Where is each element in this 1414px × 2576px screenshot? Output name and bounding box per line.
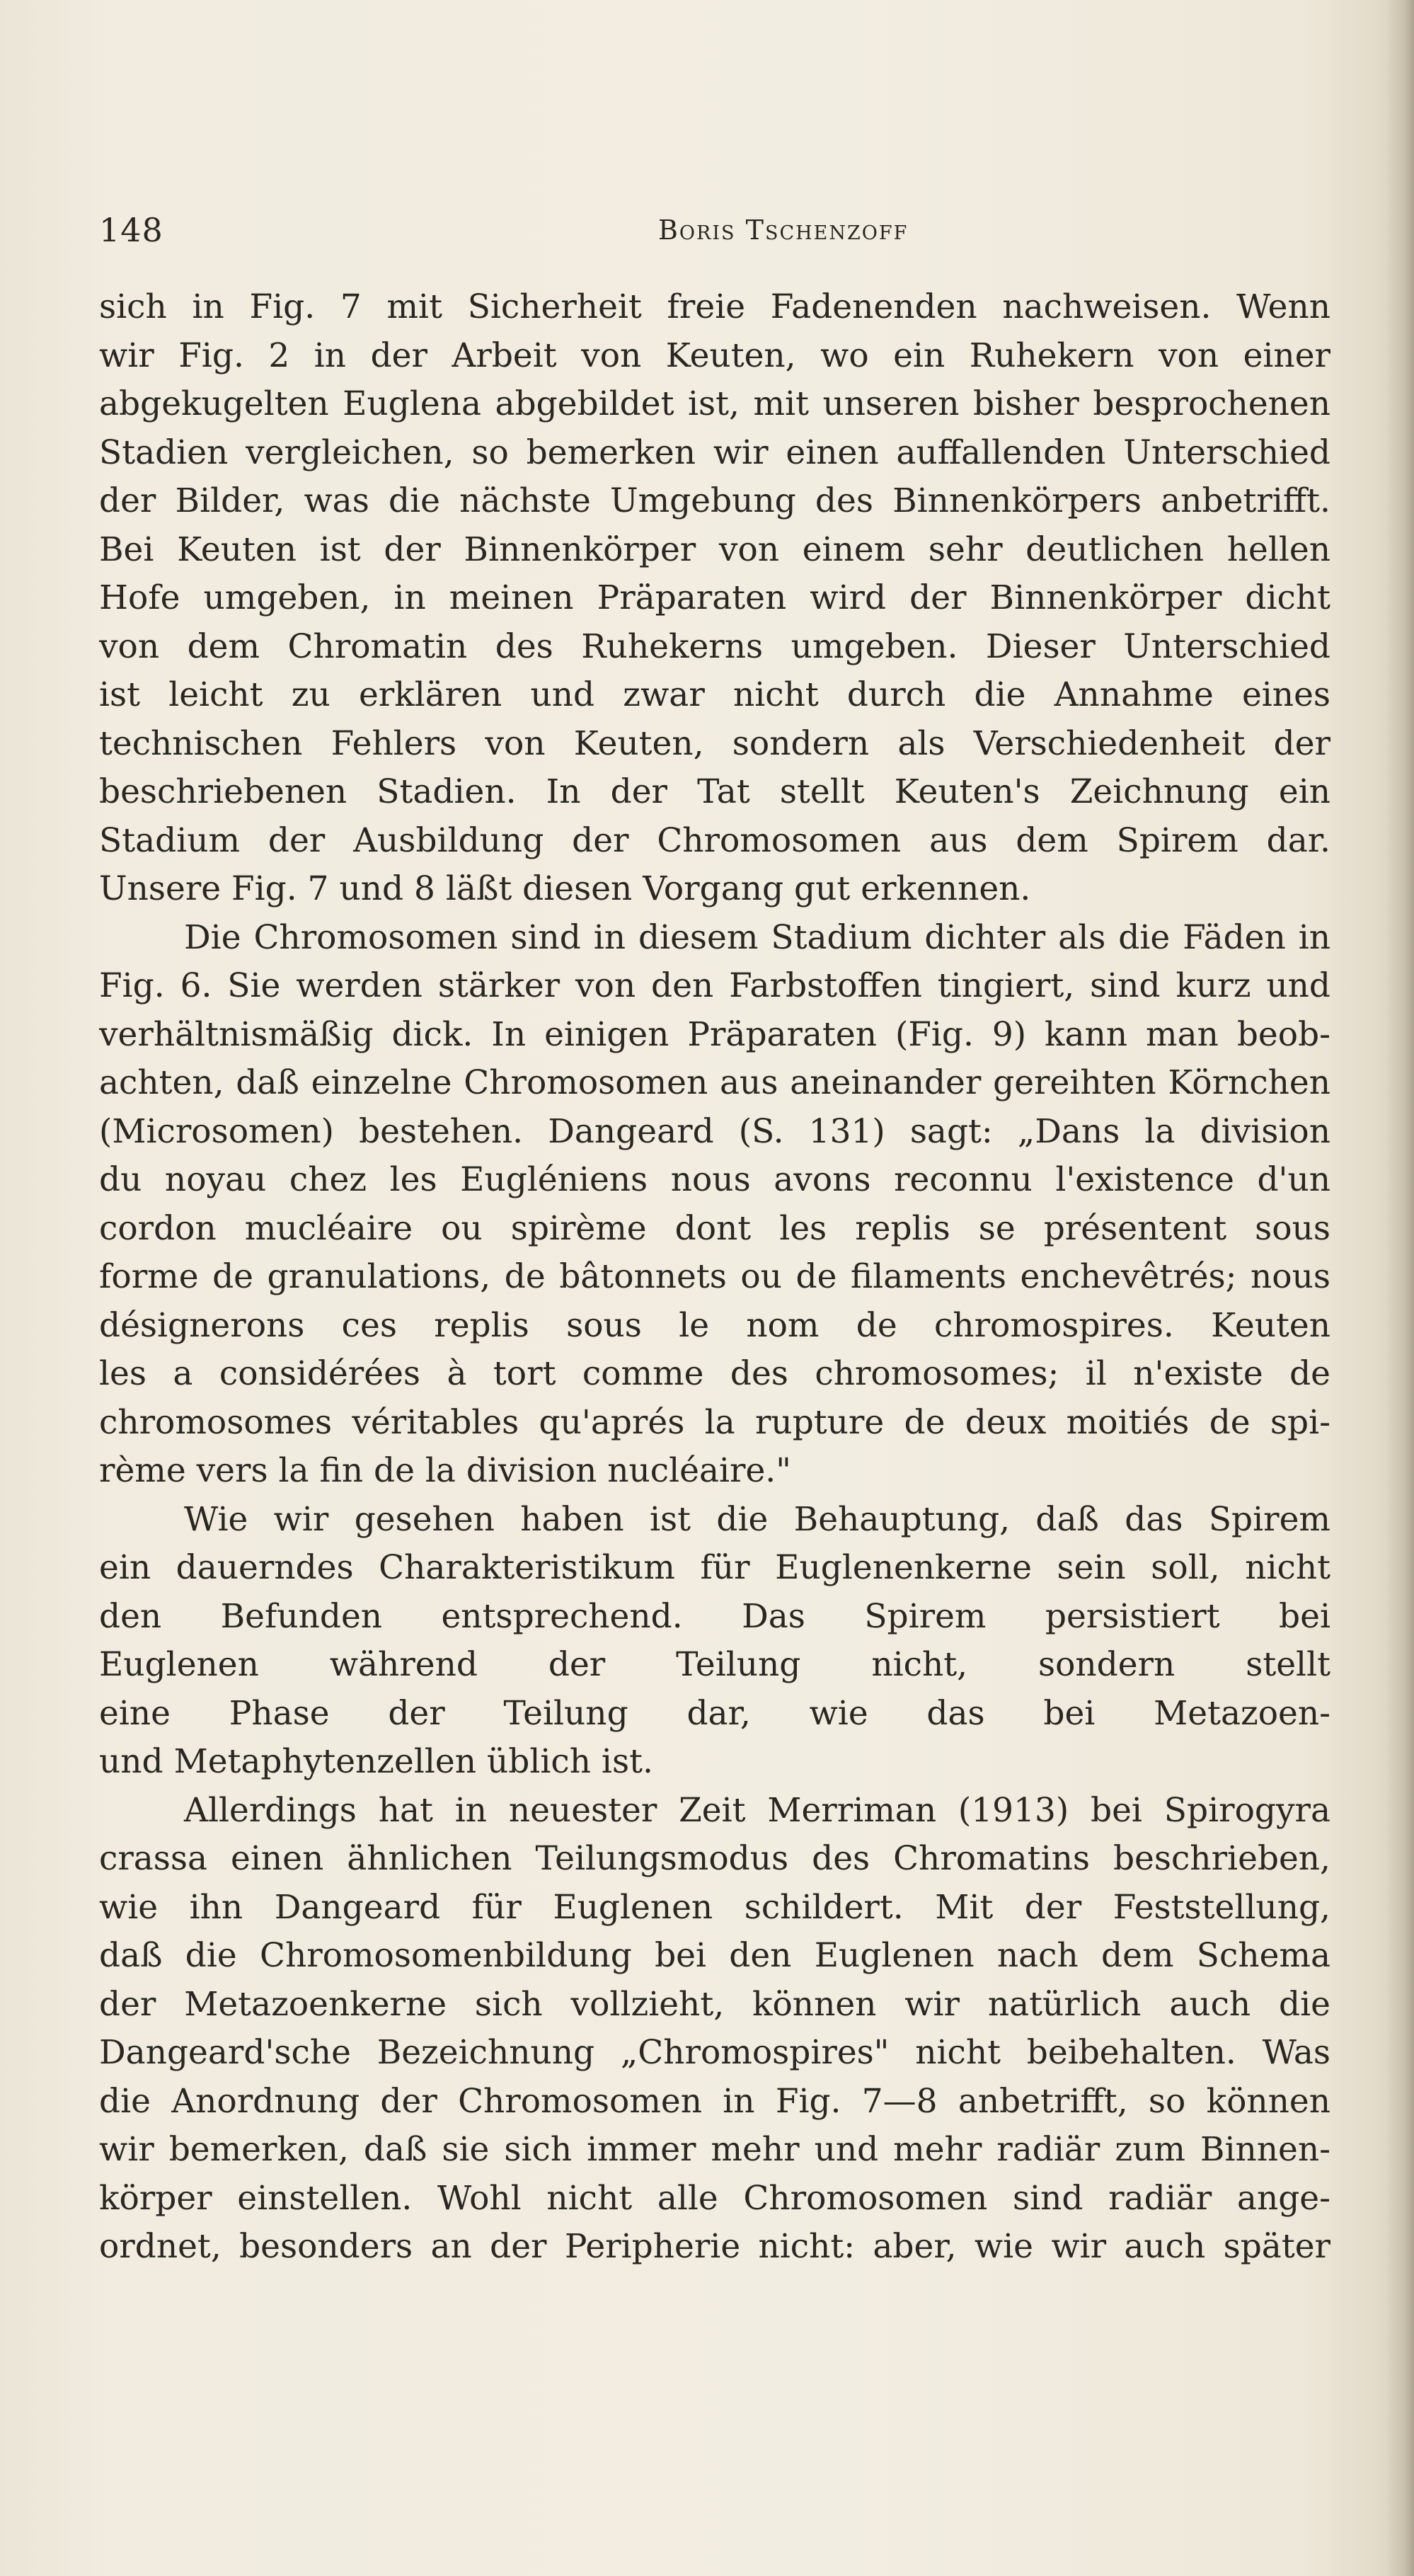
text-line: Dangeard'sche Bezeichnung „Chromospires" nicht beibehalten. Was [99,2033,1330,2072]
text-line: rème vers la fin de la division nucléaire." [99,1451,791,1490]
paragraph-1 [99,283,1330,914]
text-line: der Metazoenkerne sich vollzieht, können wir natürlich auch die [99,1984,1330,2024]
text-line: und Metaphytenzellen üblich ist. [99,1742,653,1781]
paragraph-2 [99,914,1330,1496]
text-line: Wie wir gesehen haben ist die Behauptung, daß das Spirem [184,1499,1330,1539]
body-text [99,283,1330,2272]
text-line: technischen Fehlers von Keuten, sondern als Verschiedenheit der [99,723,1330,763]
text-line: Stadien vergleichen, so bemerken wir einen auffallenden Unterschied [99,433,1330,472]
text-line: Euglenen während der Teilung nicht, sondern stellt [99,1645,1330,1684]
text-line: les a considérées à tort comme des chromosomes; il n'existe de [99,1354,1330,1393]
text-line: die Anordnung der Chromosomen in Fig. 7—8 anbetrifft, so können [99,2081,1330,2121]
text-line: den Befunden entsprechend. Das Spirem persistiert bei [99,1596,1330,1636]
text-line: von dem Chromatin des Ruhekerns umgeben. Dieser Unterschied [99,626,1330,666]
text-line: ordnet, besonders an der Peripherie nicht: aber, wie wir auch später [99,2227,1330,2266]
text-line: körper einstellen. Wohl nicht alle Chromosomen sind radiär ange- [99,2178,1330,2218]
text-line: wir bemerken, daß sie sich immer mehr und mehr radiär zum Binnen- [99,2130,1330,2169]
text-line: crassa einen ähnlichen Teilungsmodus des Chromatins beschrieben, [99,1839,1330,1878]
text-line: désignerons ces replis sous le nom de chromospires. Keuten [99,1305,1330,1345]
text-line: forme de granulations, de bâtonnets ou de filaments enchevêtrés; nous [99,1257,1330,1296]
text-line: Die Chromosomen sind in diesem Stadium dichter als die Fäden in [184,917,1330,957]
page-edge-shadow [1386,0,1414,2576]
text-line: Bei Keuten ist der Binnenkörper von einem sehr deutlichen hellen [99,529,1330,569]
paragraph-3 [99,1496,1330,1787]
text-line: Stadium der Ausbildung der Chromosomen aus dem Spirem dar. [99,820,1330,860]
text-line: wir Fig. 2 in der Arbeit von Keuten, wo ein Ruhekern von einer [99,336,1330,375]
text-line: Unsere Fig. 7 und 8 läßt diesen Vorgang gut erkennen. [99,869,1031,908]
text-line: (Microsomen) bestehen. Dangeard (S. 131) sagt: „Dans la division [99,1111,1330,1151]
text-line: cordon mucléaire ou spirème dont les replis se présentent sous [99,1208,1330,1248]
text-line: ist leicht zu erklären und zwar nicht durch die Annahme eines [99,675,1330,714]
running-head: Boris Tschenzoff [658,214,909,246]
text-line: achten, daß einzelne Chromosomen aus aneinander gereihten Körnchen [99,1063,1330,1102]
page-number: 148 [99,211,163,249]
text-line: Fig. 6. Sie werden stärker von den Farbstoffen tingiert, sind kurz und [99,966,1330,1005]
text-line: der Bilder, was die nächste Umgebung des Binnenkörpers anbetrifft. [99,481,1330,520]
text-line: sich in Fig. 7 mit Sicherheit freie Fadenenden nachweisen. Wenn [99,287,1330,326]
text-line: Allerdings hat in neuester Zeit Merriman (1913) bei Spirogyra [184,1790,1330,1830]
text-line: ein dauerndes Charakteristikum für Euglenenkerne sein soll, nicht [99,1548,1330,1587]
text-line: beschriebenen Stadien. In der Tat stellt Keuten's Zeichnung ein [99,772,1330,811]
text-line: eine Phase der Teilung dar, wie das bei Metazoen- [99,1693,1330,1733]
text-line: daß die Chromosomenbildung bei den Euglenen nach dem Schema [99,1936,1330,1975]
paragraph-4 [99,1787,1330,2272]
text-line: du noyau chez les Eugléniens nous avons reconnu l'existence d'un [99,1160,1330,1199]
text-line: Hofe umgeben, in meinen Präparaten wird der Binnenkörper dicht [99,578,1330,617]
text-line: verhältnismäßig dick. In einigen Präparaten (Fig. 9) kann man beob- [99,1014,1330,1054]
page-header [99,205,1330,255]
text-line: wie ihn Dangeard für Euglenen schildert. Mit der Feststellung, [99,1887,1330,1927]
text-line: abgekugelten Euglena abgebildet ist, mit unseren bisher besprochenen [99,384,1330,423]
text-line: chromosomes véritables qu'aprés la rupture de deux moitiés de spi- [99,1402,1330,1442]
